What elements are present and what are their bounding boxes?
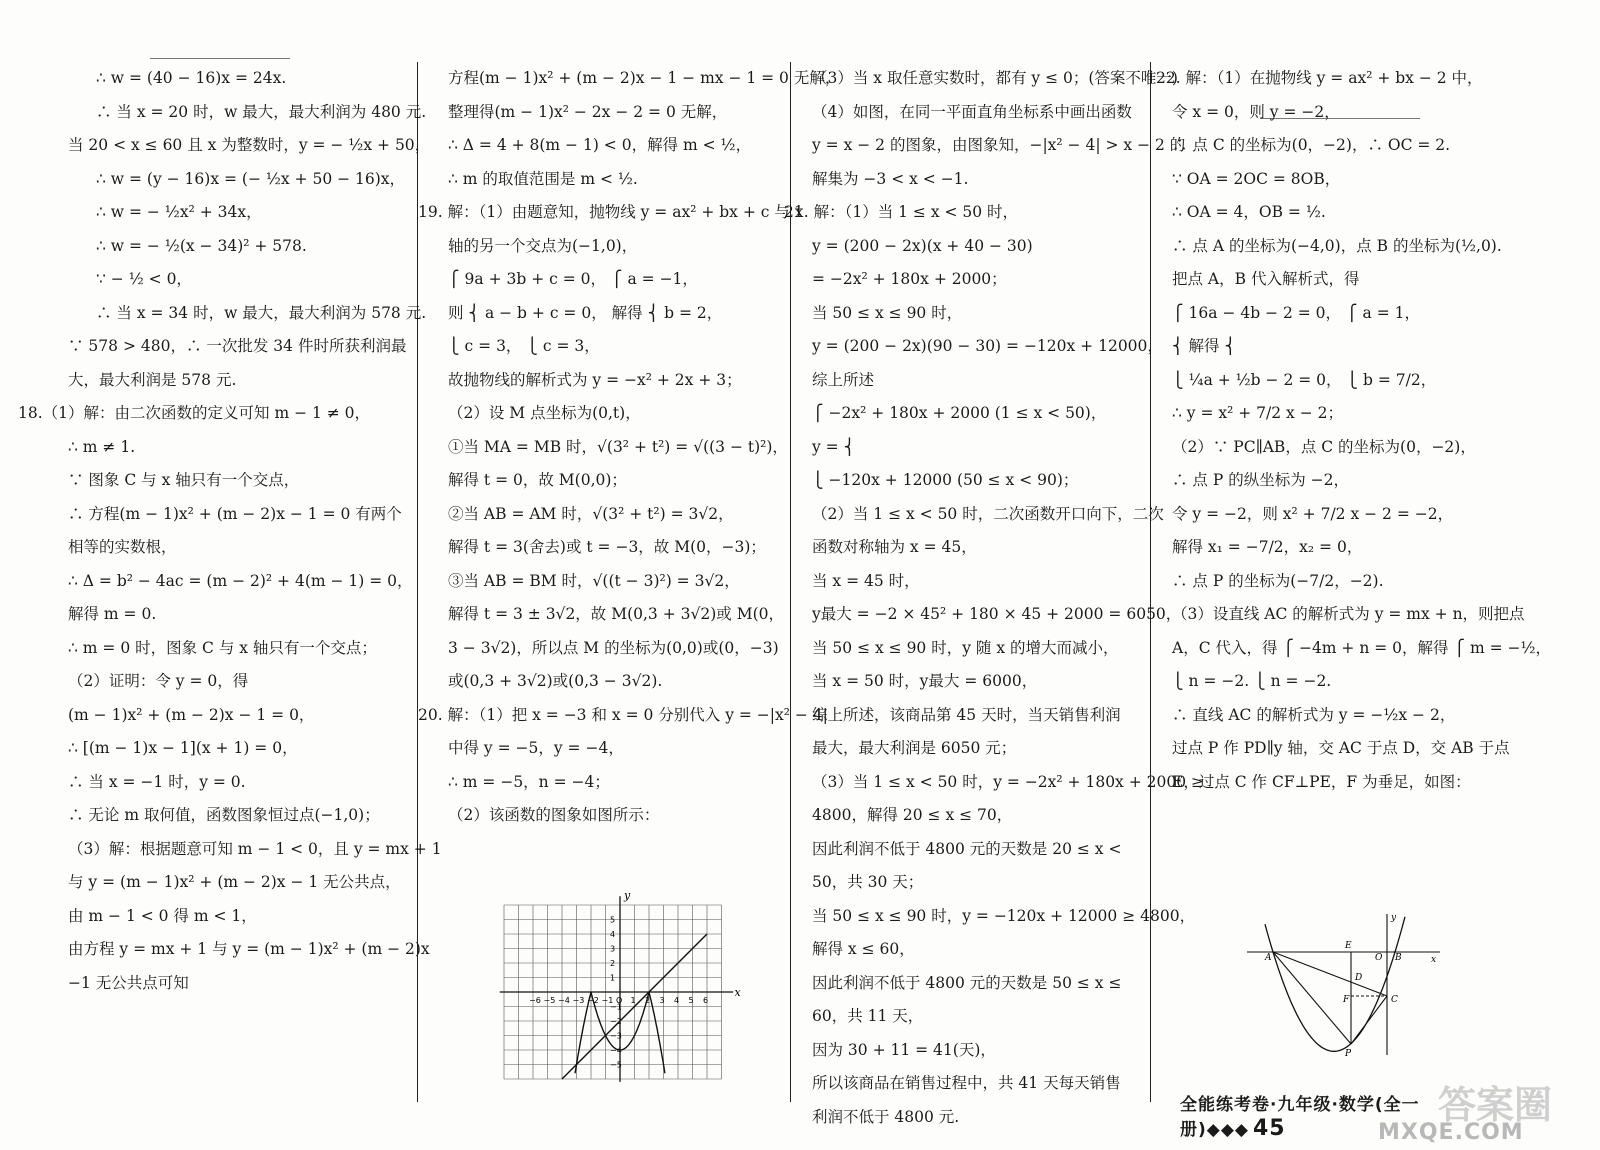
column-3 [784,62,1204,1126]
text-line: 因此利润不低于 4800 元的天数是 50 ≤ x ≤ [812,973,1122,992]
text-line: （3）当 x 取任意实数时，都有 y ≤ 0；(答案不唯一) [812,69,1178,87]
text-line: 解得 m = 0. [68,605,157,623]
text-line: 最大，最大利润是 6050 元； [812,739,1017,757]
text-line: 因此利润不低于 4800 元的天数是 20 ≤ x < [812,839,1122,858]
text-line: ∴ Δ = b² − 4ac = (m − 2)² + 4(m − 1) = 0， [68,571,413,590]
text-line: 整理得(m − 1)x² − 2x − 2 = 0 无解， [448,102,728,121]
text-line: 过点 P 作 PD∥y 轴，交 AC 于点 D，交 AB 于点 [1172,739,1510,757]
point-label: B [1395,953,1402,963]
text-line: ∴ 点 P 的纵坐标为 −2， [1172,471,1349,489]
text-line: 与 y = (m − 1)x² + (m − 2)x − 1 无公共点， [68,873,401,891]
text-line: ⎩ ¼a + ½b − 2 = 0， ⎩ b = 7/2， [1172,370,1437,389]
y-tick-label: 5 [610,915,616,925]
text-line: 当 x = 50 时，y最大 = 6000， [812,672,1038,690]
x-axis-label: x [734,986,741,999]
parabola-curve [1265,917,1405,1052]
text-line: 方程(m − 1)x² + (m − 2)x − 1 − mx − 1 = 0 无解， [448,69,841,87]
text-line: ∴ 点 P 的坐标为(−7/2，−2). [1172,571,1384,590]
y-tick-label: 3 [610,944,616,954]
text-line: ∴ 方程(m − 1)x² + (m − 2)x − 1 = 0 有两个 [68,504,402,523]
text-line: 利润不低于 4800 元. [812,1107,960,1126]
text-line: 所以该商品在销售过程中，共 41 天每天销售 [812,1074,1121,1092]
text-line: ∴ y = x² + 7/2 x − 2； [1172,404,1343,422]
x-tick-label: −5 [543,996,556,1005]
text-line: ∴ m ≠ 1. [68,437,136,456]
text-line: 由 m − 1 < 0 得 m < 1， [68,906,257,925]
text-line: 则 ⎨ a − b + c = 0， 解得 ⎨ b = 2， [448,303,723,322]
q22-parabola-diagram [1245,910,1445,1060]
text-line: ∴ w = (40 − 16)x = 24x. [96,69,287,87]
text-line: 把点 A，B 代入解析式，得 [1172,270,1360,288]
text-line: 当 50 ≤ x ≤ 90 时，y = −120x + 12000 ≥ 4800， [812,906,1196,925]
text-line: 60，共 11 天， [812,1007,924,1025]
text-line: ⎩ −120x + 12000 (50 ≤ x < 90)； [812,471,1079,489]
top-rule-1 [150,58,290,59]
text-line: 解得 t = 0，故 M(0,0)； [448,471,627,489]
text-line: y = x − 2 的图象，由图象知，−|x² − 4| > x − 2 的 [812,136,1186,154]
q20-function-graph [490,888,740,1078]
text-line: 轴的另一个交点为(−1,0)， [448,236,638,255]
text-line: ③当 AB = BM 时，√((t − 3)²) = 3√2， [448,571,740,590]
x-tick-label: −3 [572,996,585,1005]
point-label: F [1343,995,1350,1005]
point-label: y [1391,913,1397,923]
point-label: D [1355,973,1363,983]
y-tick-label: 2 [610,959,616,968]
text-line: 综上所述 [812,370,875,389]
x-tick-label: −1 [601,996,614,1005]
point-label: A [1265,953,1272,963]
y-tick-label: −5 [610,1060,622,1070]
question-18-heading: 18.（1）解：由二次函数的定义可知 m − 1 ≠ 0， [18,404,371,422]
text-line: 当 50 ≤ x ≤ 90 时，y 随 x 的增大而减小， [812,638,1119,657]
question-19-heading: 19. 解：（1）由题意知，抛物线 y = ax² + bx + c 与 x [418,203,804,221]
text-line: （2）当 1 ≤ x < 50 时，二次函数开口向下，二次 [812,504,1164,523]
text-line: 解集为 −3 < x < −1. [812,169,969,188]
text-line: 中得 y = −5，y = −4， [448,739,624,757]
text-line: ∴ w = (y − 16)x = (− ½x + 50 − 16)x， [96,169,406,188]
line-ap [1273,952,1351,1044]
text-line: 相等的实数根， [68,538,177,556]
text-line: ∴ 当 x = 34 时，w 最大，最大利润为 578 元. [96,303,427,322]
text-line: 因为 30 + 11 = 41(天)， [812,1040,996,1059]
text-line: 令 x = 0，则 y = −2， [1172,102,1340,121]
text-line: −1 无公共点可知 [68,973,189,992]
text-line: 50，共 30 天； [812,873,924,891]
y-tick-label: −3 [610,1031,622,1041]
text-line: ∴ [(m − 1)x − 1](x + 1) = 0， [68,739,298,757]
text-line: ⎧ 9a + 3b + c = 0， ⎧ a = −1， [448,270,698,288]
text-line: 解得 t = 3 ± 3√2，故 M(0,3 + 3√2)或 M(0， [448,605,784,623]
text-line: 当 x = 45 时， [812,571,920,590]
x-tick-label: O [616,996,623,1005]
text-line: （3）设直线 AC 的解析式为 y = mx + n，则把点 [1172,605,1525,623]
text-line: y = ⎨ [812,437,856,456]
y-tick-label: −2 [610,1017,622,1026]
text-line: 4800，解得 20 ≤ x ≤ 70， [812,806,1013,824]
text-line: ⎩ c = 3， ⎩ c = 3， [448,337,600,355]
text-line: 大，最大利润是 578 元. [68,370,237,389]
x-tick-label: 3 [659,996,665,1005]
x-tick-label: −2 [587,996,599,1005]
line-pc [1351,996,1387,1044]
text-line: E，过点 C 作 CF⊥PE，F 为垂足，如图： [1172,772,1471,791]
text-line: 解得 x ≤ 60， [812,940,915,958]
text-line: y最大 = −2 × 45² + 180 × 45 + 2000 = 6050， [812,605,1182,623]
question-21-heading: 21. 解：（1）当 1 ≤ x < 50 时， [784,203,1019,221]
text-line: ∴ m = 0 时，图象 C 与 x 轴只有一个交点； [68,638,377,657]
y-tick-label: −1 [610,1002,622,1012]
diagram-point-labels [1264,913,1436,1059]
footer-title: 全能练考卷·九年级·数学(全一册)◆◆◆ [1180,1095,1420,1140]
point-label: E [1345,941,1352,951]
x-tick-label: 4 [674,996,680,1005]
y-axis-label: y [624,889,631,903]
text-line: ⎧ −2x² + 180x + 2000 (1 ≤ x < 50)， [812,404,1107,422]
text-line: 解得 t = 3(舍去)或 t = −3，故 M(0，−3)； [448,538,766,556]
text-line: （3）解：根据题意可知 m − 1 < 0，且 y = mx + 1 [68,839,442,858]
text-line: ∴ m 的取值范围是 m < ½. [448,169,638,188]
text-line: ∴ OA = 4，OB = ½. [1172,203,1326,221]
watermark [1378,1076,1578,1146]
text-line: 当 20 < x ≤ 60 且 x 为整数时，y = − ½x + 50， [68,136,431,154]
text-line: ①当 MA = MB 时，√(3² + t²) = √((3 − t)²)， [448,437,788,456]
text-line: 函数对称轴为 x = 45， [812,538,977,556]
question-20-heading: 20. 解：（1）把 x = −3 和 x = 0 分别代入 y = −|x² − 4| [418,705,828,724]
text-line: ∴ w = − ½(x − 34)² + 578. [96,236,307,255]
x-tick-label: −4 [558,996,570,1005]
text-line: ∴ 当 x = 20 时，w 最大，最大利润为 480 元. [96,102,427,121]
text-line: ∵ OA = 2OC = 8OB， [1172,169,1341,188]
text-line: ②当 AB = AM 时，√(3² + t²) = 3√2， [448,504,734,523]
watermark-logo-text: 答案圈 [1438,1083,1553,1127]
text-line: A，C 代入，得 ⎧ −4m + n = 0，解得 ⎧ m = −½， [1172,638,1552,657]
page-number: 45 [1253,1116,1286,1141]
x-tick-label: 5 [688,996,694,1005]
text-line: ∴ 当 x = −1 时，y = 0. [68,772,246,791]
text-line: ∴ w = − ½x² + 34x， [96,203,262,221]
question-22-heading: 22. 解：（1）在抛物线 y = ax² + bx − 2 中， [1156,69,1483,87]
text-line: ∴ Δ = 4 + 8(m − 1) < 0，解得 m < ½， [448,136,752,154]
text-line: ∴ 直线 AC 的解析式为 y = −½x − 2， [1172,705,1456,724]
text-line: ∵ − ½ < 0， [96,270,192,288]
text-line: 综上所述，该商品第 45 天时，当天销售利润 [812,705,1121,724]
column-1 [18,62,442,1112]
text-line: y = (200 − 2x)(90 − 30) = −120x + 12000， [812,337,1163,355]
point-label: x [1431,955,1437,965]
text-line: （4）如图，在同一平面直角坐标系中画出函数 [812,102,1132,121]
y-tick-label: −4 [610,1046,622,1055]
text-line: 3 − 3√2)，所以点 M 的坐标为(0,0)或(0，−3) [448,638,779,657]
text-line: ∴ 点 A 的坐标为(−4,0)，点 B 的坐标为(½,0). [1172,236,1502,255]
text-line: ⎧ 16a − 4b − 2 = 0， ⎧ a = 1， [1172,303,1420,322]
text-line: ∵ 图象 C 与 x 轴只有一个交点， [68,471,300,489]
watermark-url: MXQE.COM [1378,1120,1524,1145]
text-line: ∴ 无论 m 取何值，函数图象恒过点(−1,0)； [68,806,380,824]
point-label: O [1375,953,1383,963]
y-tick-label: 4 [610,930,616,939]
line-ac [1273,952,1387,996]
point-label: C [1391,995,1398,1005]
text-line: y = (200 − 2x)(x + 40 − 30) [812,236,1033,255]
x-tick-label: 2 [645,996,651,1005]
text-line: 令 y = −2，则 x² + 7/2 x − 2 = −2， [1172,504,1454,523]
y-tick-label: 1 [610,973,616,983]
x-tick-label: 1 [630,996,636,1005]
text-line: ∴ m = −5，n = −4； [448,772,610,791]
text-line: （2）∵ PC∥AB，点 C 的坐标为(0，−2)， [1172,437,1476,456]
text-line: ⎨ 解得 ⎨ [1172,337,1237,355]
text-line: （3）当 1 ≤ x < 50 时，y = −2x² + 180x + 2000 ≥ [812,772,1204,791]
x-tick-label: 6 [703,996,709,1005]
text-line: ∵ 578 > 480，∴ 一次批发 34 件时所获利润最 [68,337,407,355]
text-line: （2）证明：令 y = 0，得 [68,672,249,690]
text-line: 故抛物线的解析式为 y = −x² + 2x + 3； [448,370,742,389]
text-line: 由方程 y = mx + 1 与 y = (m − 1)x² + (m − 2)x [68,940,430,958]
text-line: 或(0,3 + 3√2)或(0,3 − 3√2). [448,672,663,690]
text-line: 解得 x₁ = −7/2，x₂ = 0， [1172,538,1363,556]
text-line: ⎩ n = −2. ⎩ n = −2. [1172,672,1332,690]
text-line: 当 50 ≤ x ≤ 90 时， [812,303,963,322]
text-line: （2）该函数的图象如图所示： [448,806,660,824]
point-label: P [1345,1049,1352,1059]
text-line: （2）设 M 点坐标为(0,t)， [448,404,641,422]
text-line: (m − 1)x² + (m − 2)x − 1 = 0， [68,705,315,724]
text-line: = −2x² + 180x + 2000； [812,270,1007,288]
text-line: ∴ 点 C 的坐标为(0，−2)，∴ OC = 2. [1172,136,1451,154]
x-tick-label: −6 [529,996,541,1005]
